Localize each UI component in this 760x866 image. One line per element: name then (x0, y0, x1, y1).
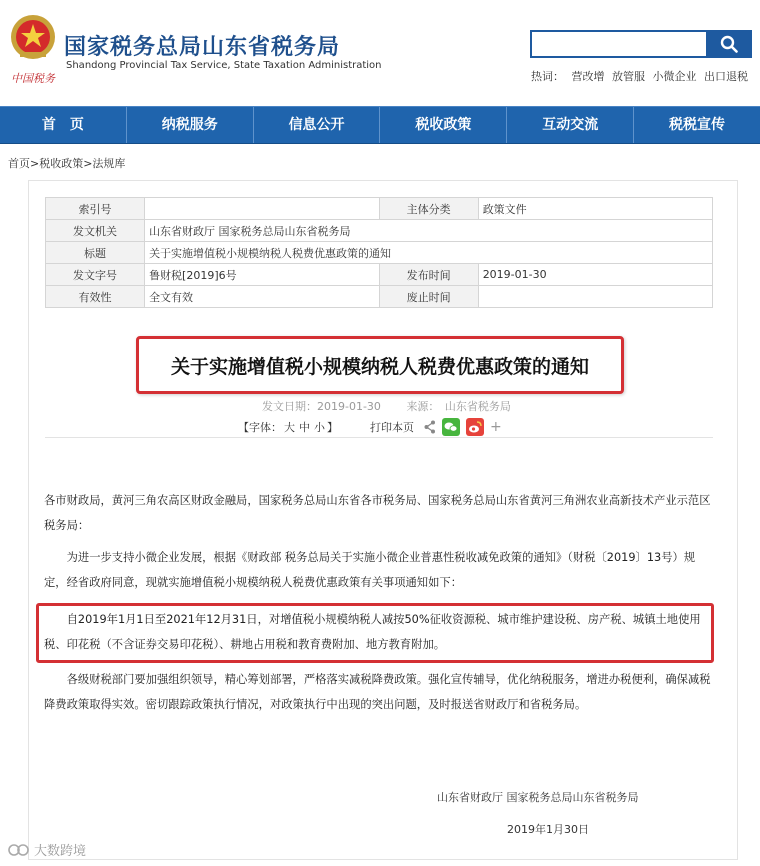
hot-word-link[interactable]: 小微企业 (652, 70, 697, 83)
wechat-icon[interactable] (442, 418, 460, 436)
document-signer: 山东省财政厅 国家税务总局山东省税务局 (437, 791, 639, 804)
hot-word-link[interactable]: 放管服 (612, 70, 645, 83)
article-paragraph: 自2019年1月1日至2021年12月31日，对增值税小规模纳税人减按50%征收资源税、城市维护建设税、房产税、城镇土地使用税、印花税（不含证券交易印花税）、耕地占用税和教育费附加、地方教育附加。 (44, 613, 701, 651)
nav-item-tax-publicity[interactable]: 税税宣传 (669, 117, 726, 133)
font-size-medium[interactable]: 中 (299, 421, 310, 434)
meta-value: 山东省财政厅 国家税务总局山东省税务局 (145, 220, 713, 242)
meta-key: 废止时间 (379, 286, 478, 308)
meta-key: 主体分类 (379, 198, 478, 220)
watermark-text: 大数跨境 (34, 844, 87, 859)
table-row (46, 220, 713, 242)
divider (45, 437, 713, 438)
font-size-small[interactable]: 小 (314, 421, 325, 434)
plus-icon[interactable]: + (490, 419, 502, 435)
share-icon[interactable] (424, 420, 436, 434)
font-size-label-close: 】 (327, 421, 338, 434)
nav-item-tax-service[interactable]: 纳税服务 (127, 107, 254, 143)
table-row (46, 264, 713, 286)
meta-value: 鲁财税[2019]6号 (145, 264, 380, 286)
meta-key: 发文字号 (46, 264, 145, 286)
nav-item-info-disclosure[interactable]: 信息公开 (254, 107, 381, 143)
article-paragraph: 各市财政局，黄河三角农高区财政金融局，国家税务总局山东省各市税务局、国家税务总局山东省黄河三角洲农业高新技术产业示范区税务局： (44, 494, 711, 532)
nav-item-interaction[interactable]: 互动交流 (507, 107, 634, 143)
search-button[interactable] (706, 30, 752, 58)
article-paragraph: 各级财税部门要加强组织领导，精心筹划部署，严格落实减税降费政策。强化宣传辅导，优化纳税服务，增进办税便利，确保减税降费政策取得实效。密切跟踪政策执行情况，对政策执行中出现的突出问题，及时报送省财政厅和省税务局。 (44, 673, 711, 711)
print-link[interactable]: 打印本页 (370, 421, 414, 434)
article-title: 关于实施增值税小规模纳税人税费优惠政策的通知 (170, 355, 589, 378)
table-row (46, 242, 713, 264)
font-size-label: 【字体： (238, 421, 282, 434)
publish-date: 发文日期：2019-01-30 (262, 400, 381, 413)
meta-key: 索引号 (46, 198, 145, 220)
hot-words (531, 68, 752, 84)
watermark-logo-icon (8, 842, 30, 858)
meta-value: 关于实施增值税小规模纳税人税费优惠政策的通知 (145, 242, 713, 264)
meta-value: 全文有效 (145, 286, 380, 308)
meta-key: 标题 (46, 242, 145, 264)
document-date: 2019年1月30日 (507, 823, 589, 836)
site-title[interactable]: 国家税务总局山东省税务局 (64, 35, 341, 60)
search-input[interactable] (530, 30, 706, 58)
meta-key: 有效性 (46, 286, 145, 308)
tax-emblem-logo[interactable] (8, 12, 58, 90)
weibo-icon[interactable] (466, 418, 484, 436)
watermark (8, 840, 86, 859)
table-row (46, 198, 713, 220)
site-header (0, 0, 760, 100)
meta-value: 政策文件 (478, 198, 712, 220)
publish-source: 来源： 山东省税务局 (406, 400, 511, 413)
table-row (46, 286, 713, 308)
meta-value (478, 286, 712, 308)
font-size-large[interactable]: 大 (284, 421, 295, 434)
nav-item-tax-policy[interactable]: 税收政策 (380, 107, 507, 143)
highlight-box-policy (36, 603, 714, 663)
breadcrumb[interactable]: 首页>税收政策>法规库 (8, 157, 126, 170)
hot-word-link[interactable]: 出口退税 (704, 70, 748, 83)
highlight-box-title (136, 336, 624, 394)
meta-key: 发文机关 (46, 220, 145, 242)
meta-key: 发布时间 (379, 264, 478, 286)
hot-label: 热词： (531, 70, 564, 83)
hot-word-link[interactable]: 营改增 (571, 70, 605, 83)
logo-caption: 中国税务 (11, 72, 55, 85)
document-meta-table (45, 197, 713, 308)
meta-value: 2019-01-30 (478, 264, 712, 286)
article-paragraph: 为进一步支持小微企业发展，根据《财政部 税务总局关于实施小微企业普惠性税收减免政策的通知》（财税〔2019〕13号）规定，经省政府同意，现就实施增值税小规模纳税人税费优惠政策有关事项通知如下： (44, 551, 696, 589)
publish-info (262, 398, 515, 414)
nav-item-home[interactable]: 首 页 (0, 107, 127, 143)
main-nav (0, 106, 760, 144)
meta-value (145, 198, 380, 220)
search-icon (720, 35, 738, 53)
article-tools (238, 418, 502, 436)
share-bar (424, 418, 502, 436)
site-subtitle: Shandong Provincial Tax Service, State Taxation Administration (66, 60, 382, 71)
